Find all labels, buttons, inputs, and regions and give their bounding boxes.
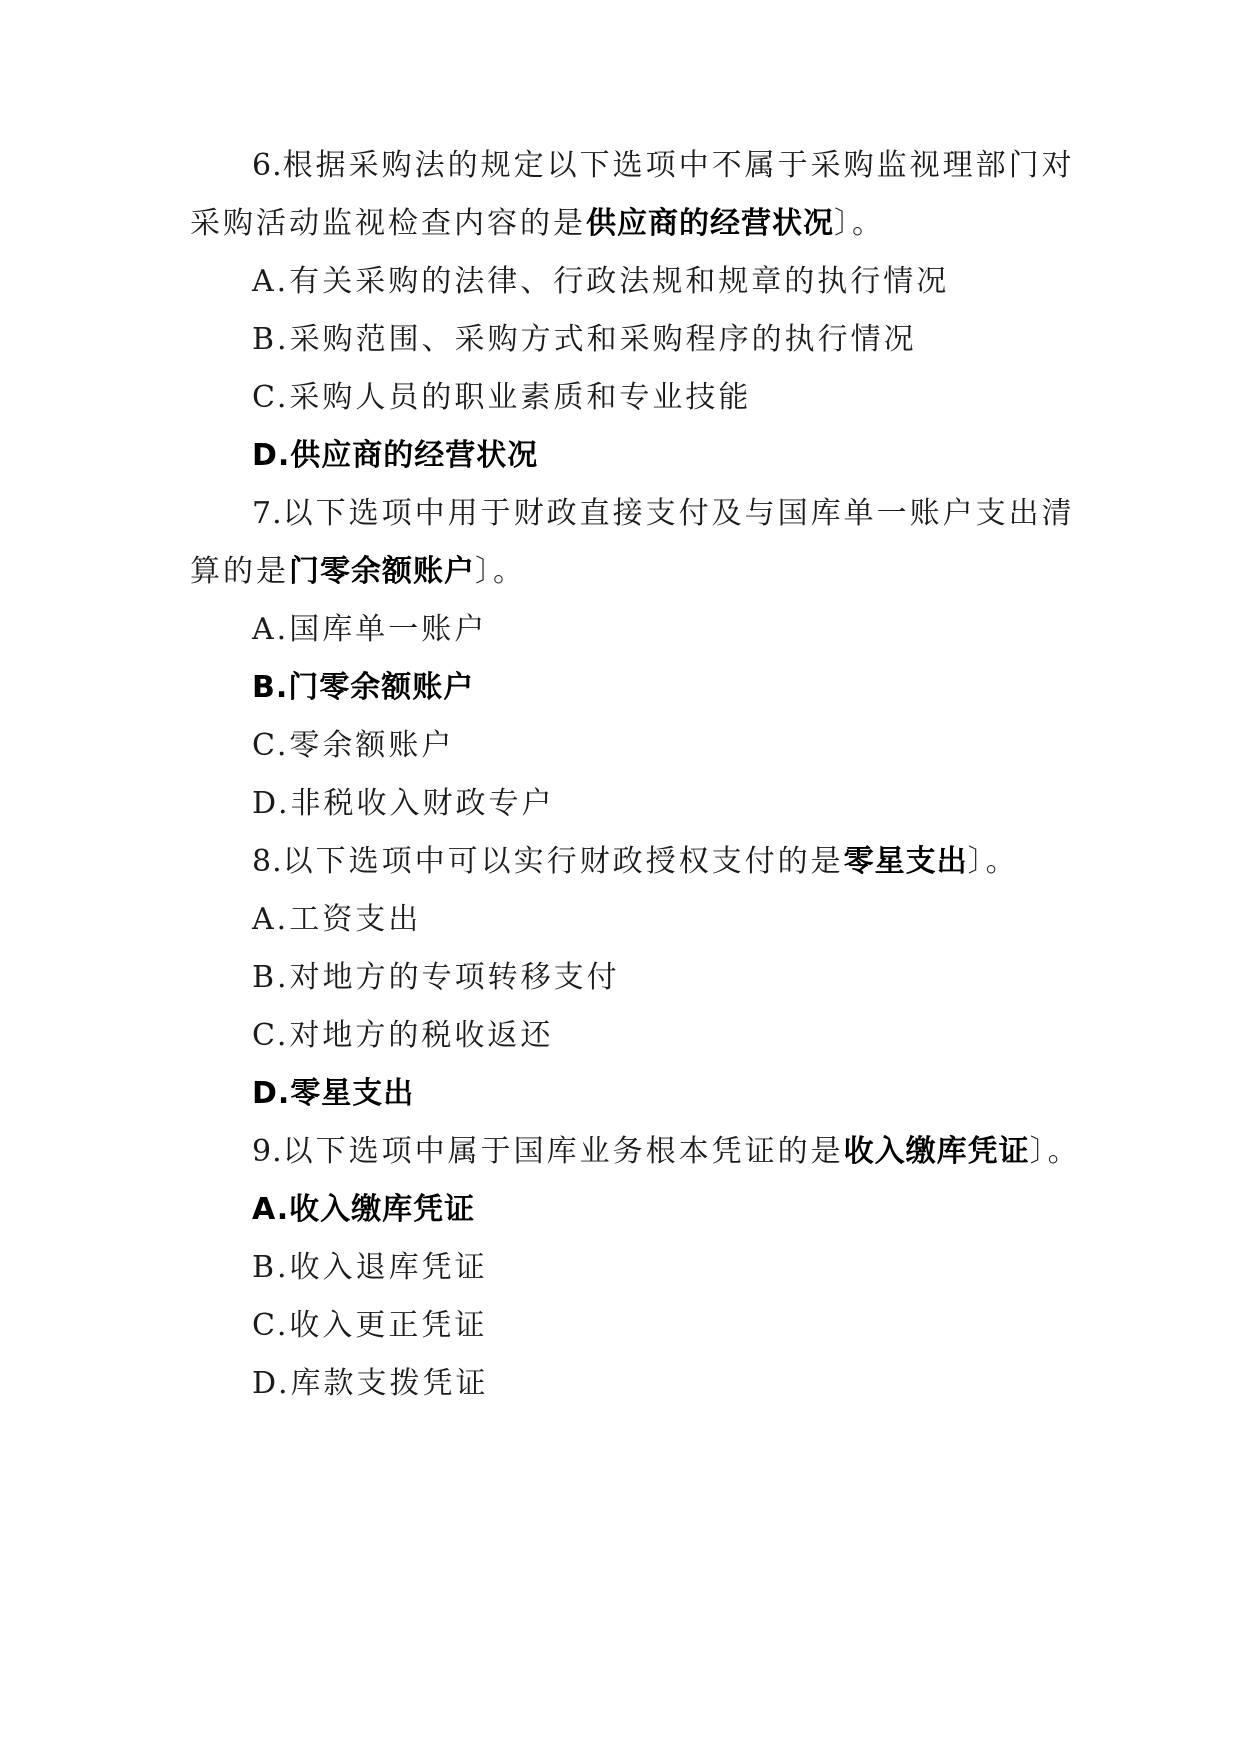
option-d: D.非税收入财政专户 — [252, 786, 555, 821]
question-6-stem-line-1 — [252, 146, 1075, 186]
question-stem-text: 以下选项中属于国库业务根本凭证的是 — [282, 1134, 844, 1169]
answer-highlight: 零星支出 — [843, 844, 968, 879]
option-a: A.有关采购的法律、行政法规和规章的执行情况 — [252, 264, 950, 299]
question-number: 7. — [252, 496, 283, 531]
option-a: A.国库单一账户 — [252, 612, 488, 647]
option-b-correct: B.门零余额账户 — [252, 670, 475, 705]
question-8-stem — [252, 842, 1019, 882]
option-b: B.对地方的专项转移支付 — [252, 960, 620, 995]
question-7-stem-line-1 — [252, 494, 1075, 534]
stem-suffix: 〕。 — [1029, 1134, 1081, 1169]
question-stem-text: 以下选项中用于财政直接支付及与国库单一账户支出清 — [282, 496, 1075, 531]
option-a-correct: A.收入缴库凭证 — [252, 1192, 476, 1227]
question-stem-text: 算的是 — [190, 554, 289, 589]
question-9-stem — [252, 1132, 1081, 1172]
option-d: D.库款支拨凭证 — [252, 1366, 489, 1401]
question-number: 6. — [252, 148, 283, 183]
option-b: B.采购范围、采购方式和采购程序的执行情况 — [252, 322, 917, 357]
question-number: 8. — [252, 844, 283, 879]
question-number: 9. — [252, 1134, 283, 1169]
question-stem-text: 根据采购法的规定以下选项中不属于采购监视理部门对 — [282, 148, 1075, 183]
question-6-stem-line-2 — [190, 204, 885, 244]
option-b: B.收入退库凭证 — [252, 1250, 488, 1285]
option-c: C.收入更正凭证 — [252, 1308, 488, 1343]
option-c: C.对地方的税收返还 — [252, 1018, 554, 1053]
question-stem-text: 采购活动监视检查内容的是 — [190, 206, 586, 241]
stem-suffix: 〕。 — [967, 844, 1019, 879]
question-7-stem-line-2 — [190, 552, 526, 592]
question-stem-text: 以下选项中可以实行财政授权支付的是 — [282, 844, 844, 879]
option-c: C.采购人员的职业素质和专业技能 — [252, 380, 752, 415]
option-a: A.工资支出 — [252, 902, 422, 937]
option-d-correct: D.零星支出 — [252, 1076, 415, 1111]
stem-suffix: 〕。 — [475, 554, 526, 589]
option-d-correct: D.供应商的经营状况 — [252, 438, 539, 473]
option-c: C.零余额账户 — [252, 728, 455, 763]
stem-suffix: 〕。 — [834, 206, 885, 241]
answer-highlight: 门零余额账户 — [289, 554, 475, 589]
answer-highlight: 供应商的经营状况 — [586, 206, 834, 241]
answer-highlight: 收入缴库凭证 — [843, 1134, 1030, 1169]
